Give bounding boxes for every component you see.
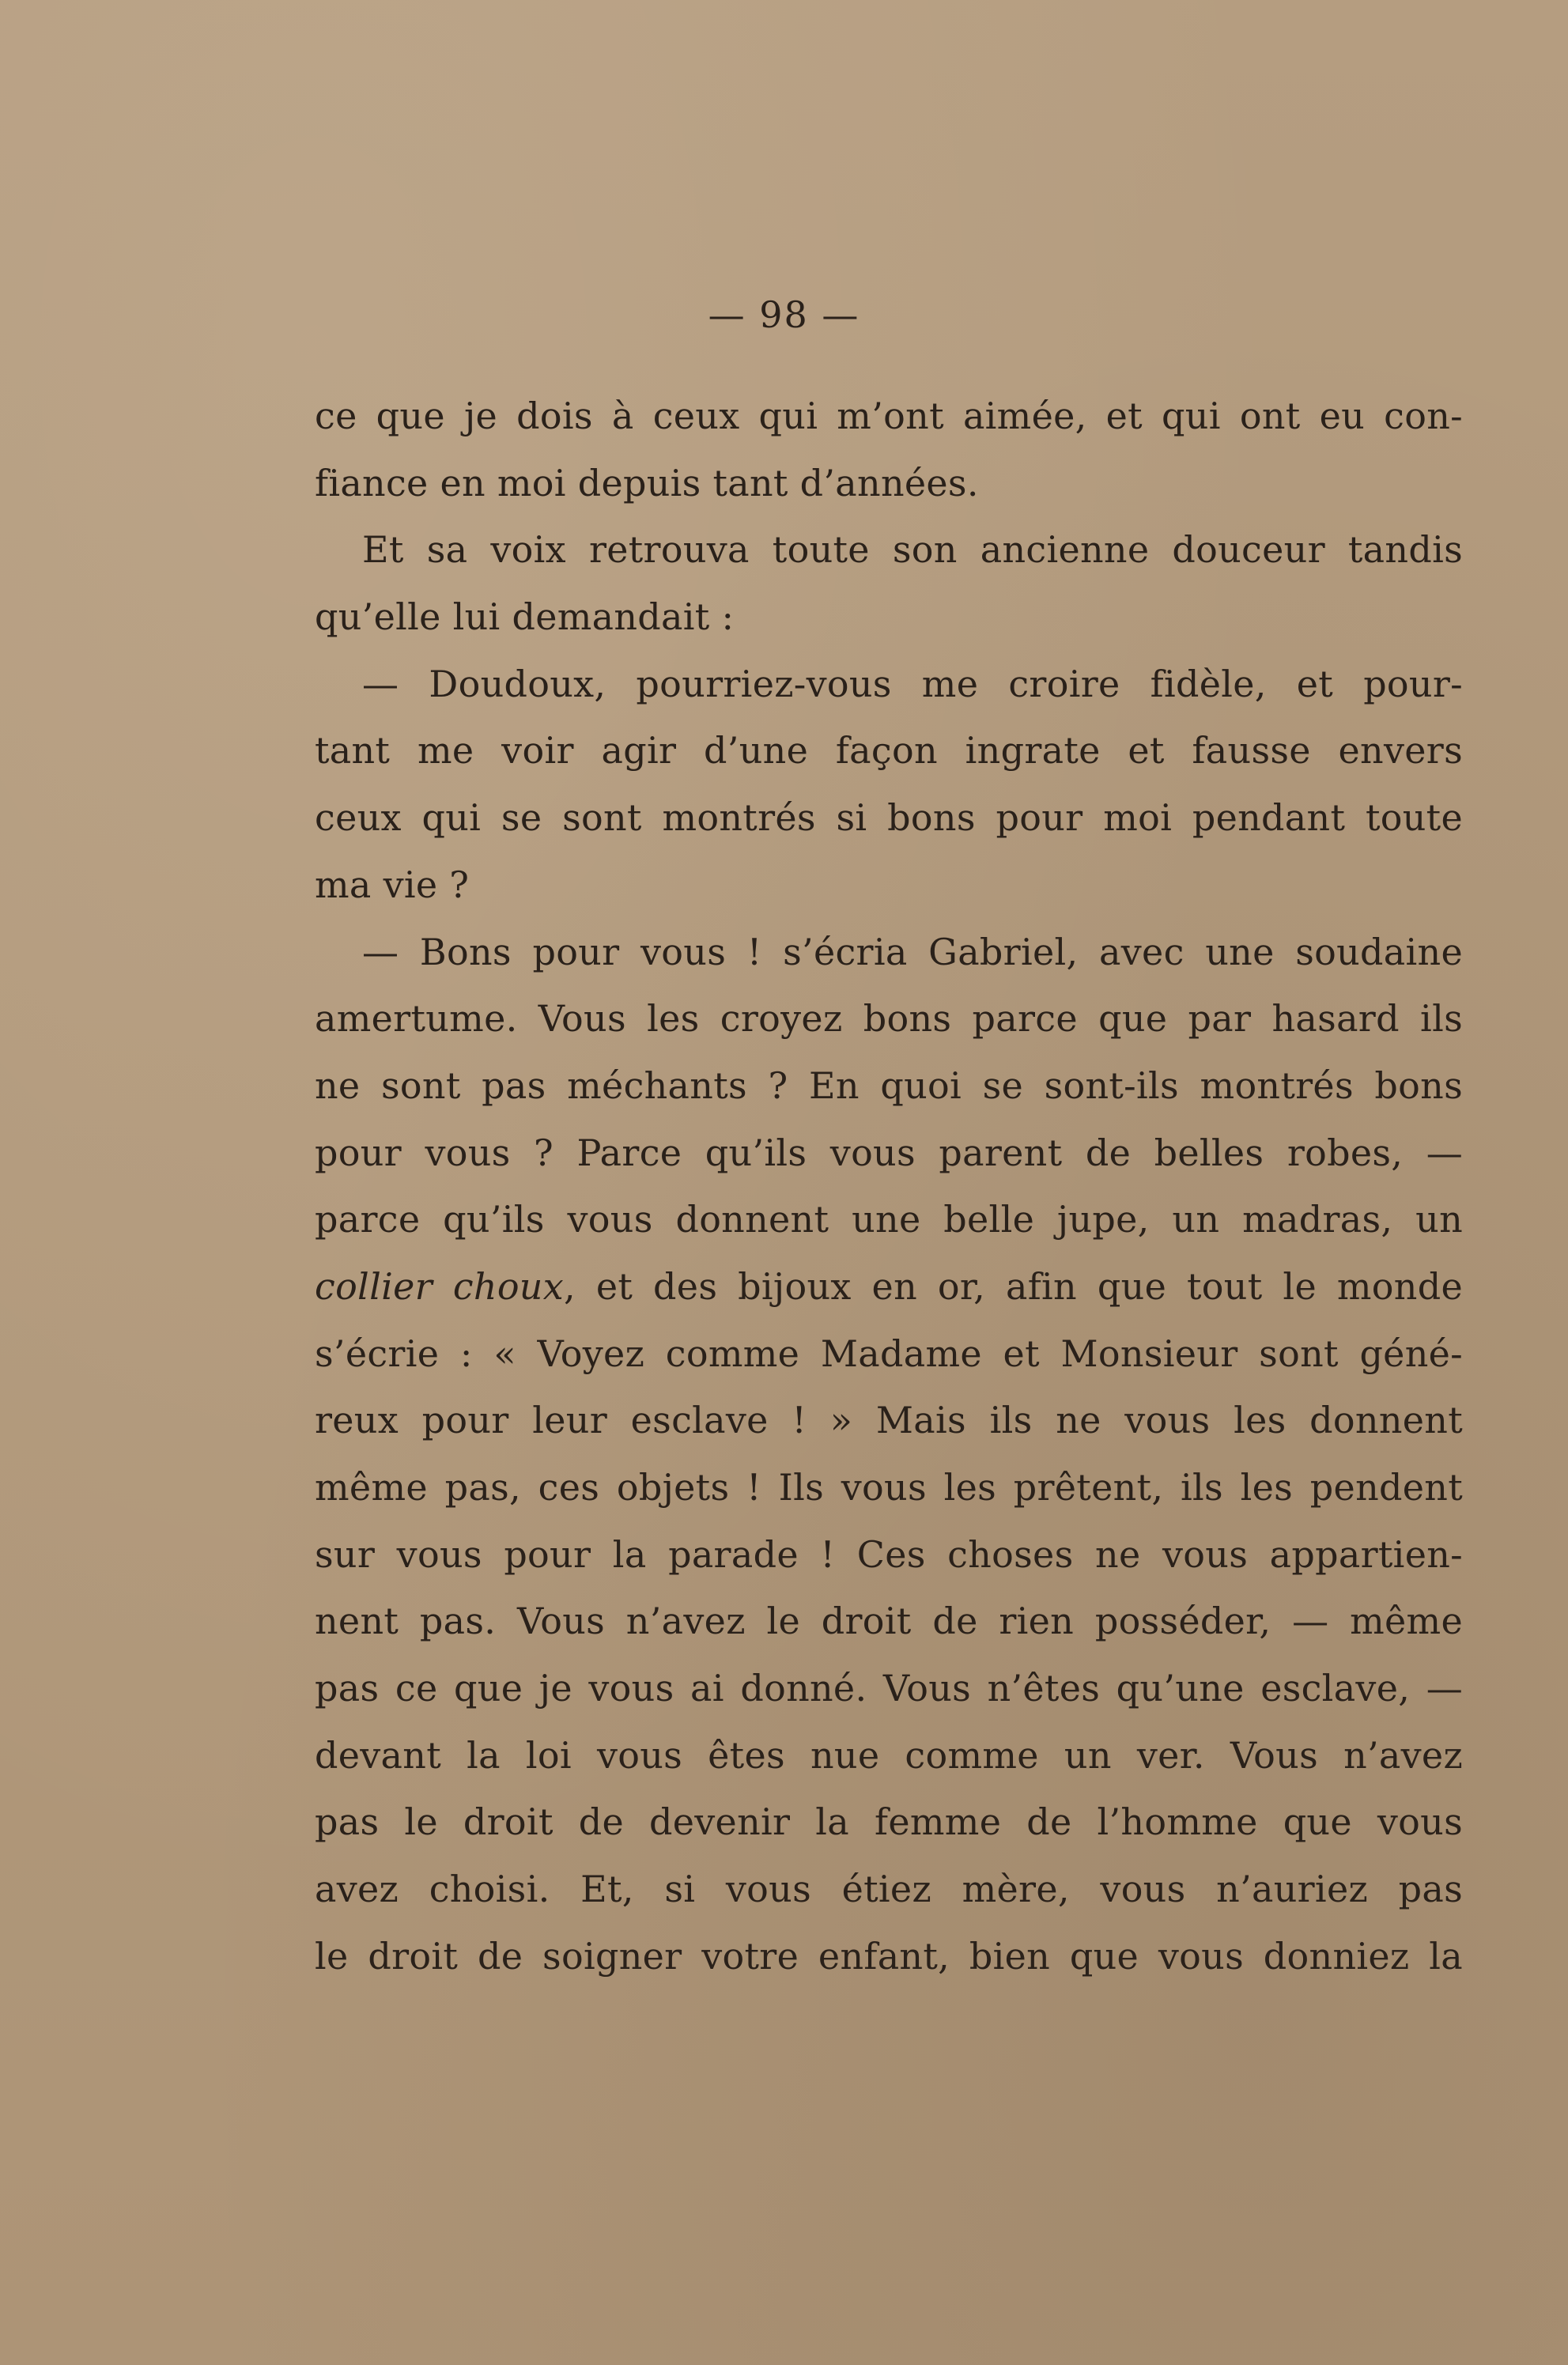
body-text [315, 383, 1463, 1990]
text-line: avez choisi. Et, si vous étiez mère, vous n’auriez pas [315, 1868, 1463, 1911]
text-line: — Bons pour vous ! s’écria Gabriel, avec une soudaine [362, 930, 1463, 973]
text-line: parce qu’ils vous donnent une belle jupe, un madras, un [315, 1198, 1463, 1241]
text-line: fiance en moi depuis tant d’années. [315, 461, 979, 504]
text-line: pas le droit de devenir la femme de l’homme que vous [315, 1800, 1463, 1844]
text-line: pour vous ? Parce qu’ils vous parent de belles robes, — [315, 1131, 1463, 1174]
text-line: pas ce que je vous ai donné. Vous n’êtes qu’une esclave, — [315, 1667, 1463, 1710]
text-line: devant la loi vous êtes nue comme un ver. Vous n’avez [315, 1733, 1463, 1777]
text-line: s’écrie : « Voyez comme Madame et Monsieur sont géné- [315, 1332, 1463, 1375]
text-line: qu’elle lui demandait : [315, 595, 735, 639]
text-line: ce que je dois à ceux qui m’ont aimée, et qui ont eu con- [315, 395, 1463, 437]
text-line-rest: , et des bijoux en or, afin que tout le monde [563, 1264, 1463, 1308]
text-line: Et sa voix retrouva toute son ancienne douceur tandis [362, 528, 1463, 572]
text-line-with-italic [315, 1253, 1463, 1320]
text-line: sur vous pour la parade ! Ces choses ne vous appartien- [315, 1532, 1463, 1576]
text-line: le droit de soigner votre enfant, bien que vous donniez la [315, 1934, 1463, 1978]
page-number: — 98 — [708, 293, 860, 336]
text-line: tant me voir agir d’une façon ingrate et fausse envers [315, 729, 1463, 773]
italic-phrase: collier choux [315, 1264, 564, 1308]
text-line: ma vie ? [315, 863, 470, 906]
text-line: même pas, ces objets ! Ils vous les prêtent, ils les pendent [315, 1466, 1463, 1509]
text-line: reux pour leur esclave ! » Mais ils ne vous les donnent [315, 1399, 1463, 1442]
text-line: amertume. Vous les croyez bons parce que par hasard ils [315, 997, 1463, 1041]
text-line: nent pas. Vous n’avez le droit de rien posséder, — même [315, 1600, 1463, 1643]
text-line: ceux qui se sont montrés si bons pour moi pendant toute [315, 796, 1463, 840]
text-line: — Doudoux, pourriez-vous me croire fidèle, et pour- [362, 662, 1463, 705]
text-line: ne sont pas méchants ? En quoi se sont-ils montrés bons [315, 1063, 1463, 1107]
